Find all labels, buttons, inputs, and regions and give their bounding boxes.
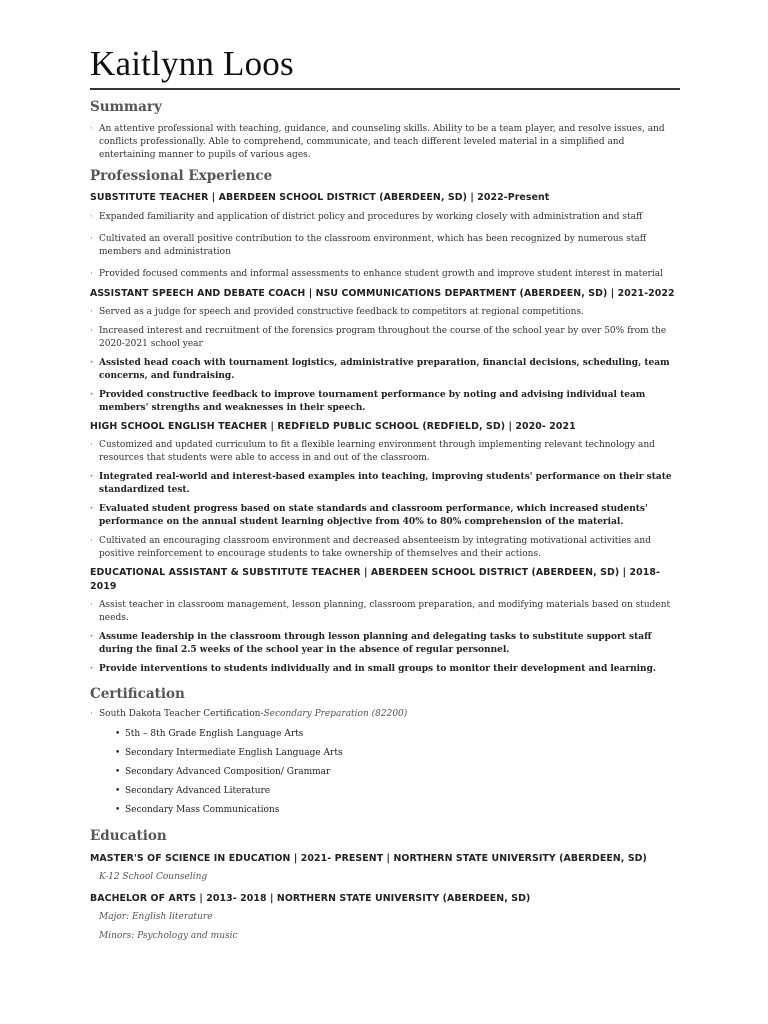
certification-endorsements — [90, 725, 680, 820]
job-title: HIGH SCHOOL ENGLISH TEACHER | REDFIELD PUBLIC SCHOOL (REDFIELD, SD) | 2020- 2021 — [90, 421, 576, 432]
endorsement-item: • 5th – 8th Grade English Language Arts — [115, 725, 680, 744]
job-bullet: · Assist teacher in classroom management, lesson planning, classroom preparation, and modifying materials based on student needs. — [90, 599, 680, 625]
job-bullet: · Cultivated an encouraging classroom environment and decreased absenteeism by integrating motivational activities and positive reinforcement to encourage students to take ownership of themselves and their actions. — [90, 535, 680, 561]
job-bullet: · Assisted head coach with tournament logistics, administrative preparation, financial decisions, scheduling, team concerns, and fundraising. — [90, 357, 680, 383]
degree-title: BACHELOR OF ARTS | 2013- 2018 | NORTHERN STATE UNIVERSITY (ABERDEEN, SD) — [90, 893, 531, 904]
job-bullets — [90, 306, 680, 415]
degree-detail: Minors: Psychology and music — [99, 931, 238, 941]
job-bullet: · Evaluated student progress based on state standards and classroom performance, which increased students' performance on the annual student learning objective from 40% to 80% comprehension of the material. — [90, 503, 680, 529]
endorsement-item: • Secondary Intermediate English Language Arts — [115, 744, 680, 763]
summary-heading: Summary — [90, 99, 162, 115]
job-bullet: · Assume leadership in the classroom through lesson planning and delegating tasks to substitute support staff during the final 2.5 weeks of the school year in the absence of regular personnel. — [90, 631, 680, 657]
header-divider — [90, 88, 680, 90]
degree-detail: Major: English literature — [99, 912, 213, 922]
job-bullet: · Customized and updated curriculum to fit a flexible learning environment through implementing relevant technology and resources that students were able to access in and out of the classroom. — [90, 439, 680, 465]
job-bullet: · Provided focused comments and informal assessments to enhance student growth and improve student interest in material — [90, 268, 680, 281]
job-bullets — [90, 211, 680, 281]
job-bullets — [90, 599, 680, 676]
endorsement-item: • Secondary Advanced Composition/ Grammar — [115, 763, 680, 782]
job-bullet: · Expanded familiarity and application of district policy and procedures by working closely with administration and staff — [90, 211, 680, 224]
job-bullets — [90, 439, 680, 561]
job-title: EDUCATIONAL ASSISTANT & SUBSTITUTE TEACHER | ABERDEEN SCHOOL DISTRICT (ABERDEEN, SD) | 2018- 2019 — [90, 567, 660, 592]
summary-text: · An attentive professional with teaching, guidance, and counseling skills. Ability to be a team player, and resolve issues, and conflicts professionally. Able to comprehend, communicate, and teach different leveled material in a simplified and entertaining manner to pupils of various ages. — [90, 123, 680, 162]
job-bullet: · Cultivated an overall positive contribution to the classroom environment, which has been recognized by numerous staff members and administration — [90, 233, 680, 259]
job-title: ASSISTANT SPEECH AND DEBATE COACH | NSU COMMUNICATIONS DEPARTMENT (ABERDEEN, SD) | 2021-2022 — [90, 288, 675, 299]
education-heading: Education — [90, 828, 167, 844]
endorsement-item: • Secondary Mass Communications — [115, 801, 680, 820]
job-bullet: · Served as a judge for speech and provided constructive feedback to competitors at regional competitions. — [90, 306, 680, 319]
certification-heading: Certification — [90, 686, 185, 702]
job-bullet: · Increased interest and recruitment of the forensics program throughout the course of the school year by over 50% from the 2020-2021 school year — [90, 325, 680, 351]
job-bullet: · Provide interventions to students individually and in small groups to monitor their development and learning. — [90, 663, 680, 676]
certification-area: Secondary Preparation (82200) — [263, 709, 408, 719]
certification-main — [90, 708, 680, 721]
candidate-name: Kaitlynn Loos — [90, 44, 294, 83]
job-bullet: · Integrated real-world and interest-based examples into teaching, improving students' performance on their state standardized test. — [90, 471, 680, 497]
job-bullet: · Provided constructive feedback to improve tournament performance by noting and advising individual team members' strengths and weaknesses in their speech. — [90, 389, 680, 415]
endorsement-item: • Secondary Advanced Literature — [115, 782, 680, 801]
job-title: SUBSTITUTE TEACHER | ABERDEEN SCHOOL DISTRICT (ABERDEEN, SD) | 2022-Present — [90, 192, 550, 203]
experience-heading: Professional Experience — [90, 168, 273, 184]
summary-list — [90, 123, 680, 162]
resume-content — [90, 96, 680, 946]
degree-detail: K-12 School Counseling — [99, 872, 208, 882]
degree-title: MASTER'S OF SCIENCE IN EDUCATION | 2021- PRESENT | NORTHERN STATE UNIVERSITY (ABERDEEN, SD) — [90, 853, 647, 864]
certification-list — [90, 708, 680, 721]
certification-name: South Dakota Teacher Certification- — [99, 709, 264, 719]
